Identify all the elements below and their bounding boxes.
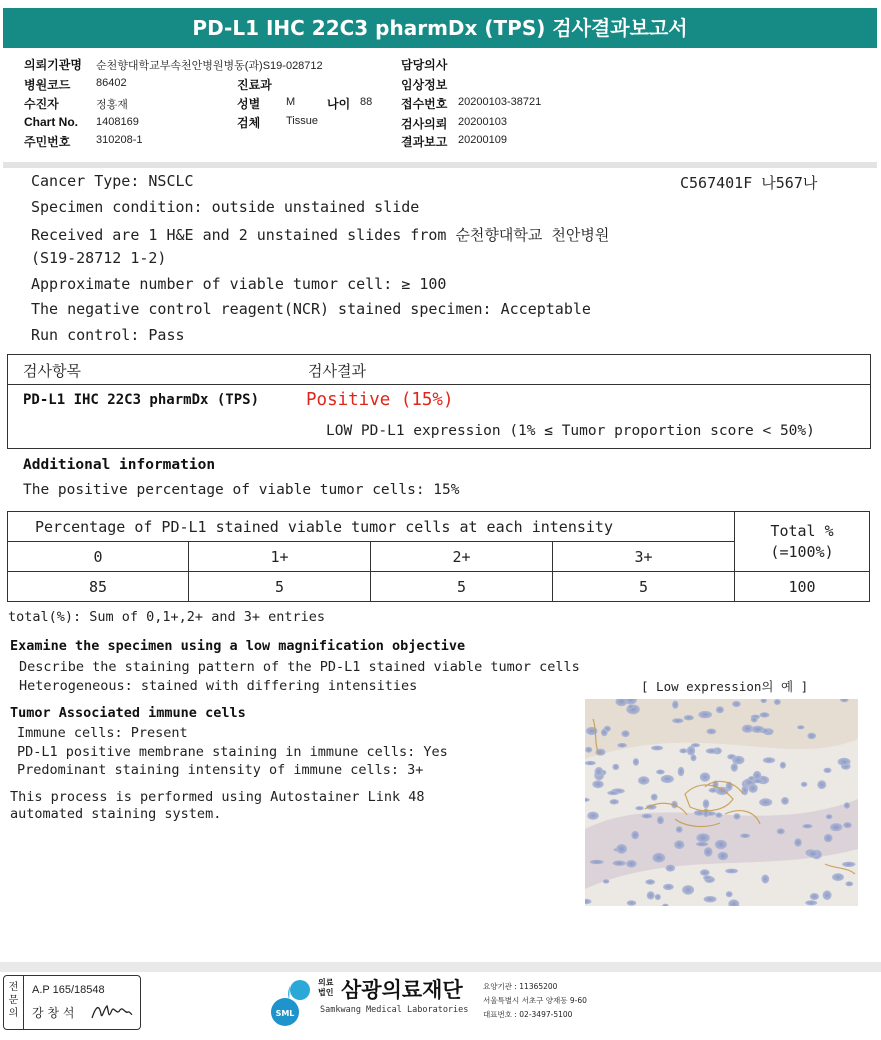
org-phone: 대표번호 : 02-3497-5100 — [483, 1010, 573, 1019]
nucleus — [678, 767, 685, 777]
report-date-label: 결과보고 — [401, 135, 448, 149]
nucleus — [759, 798, 772, 806]
id-value: 310208-1 — [96, 134, 143, 146]
ap-number: A.P 165/18548 — [32, 984, 105, 996]
result-box — [7, 354, 871, 449]
result-value: Positive (15%) — [306, 390, 454, 410]
nucleus — [823, 890, 832, 900]
intensity-total: 100 — [735, 572, 870, 602]
nucleus — [587, 812, 599, 820]
nucleus — [607, 791, 619, 795]
nucleus — [718, 852, 729, 861]
table-note: total(%): Sum of 0,1+,2+ and 3+ entries — [8, 609, 325, 625]
patient-label: 수진자 — [24, 97, 59, 111]
nucleus — [704, 847, 713, 857]
nucleus — [726, 891, 733, 897]
nucleus — [651, 746, 663, 751]
institution-label: 의뢰기관명 — [24, 58, 82, 72]
signature — [90, 1000, 134, 1024]
nucleus — [845, 881, 853, 886]
nucleus — [732, 756, 744, 765]
intensity-table — [7, 511, 870, 602]
stamp-side-label: 전 문 의 — [8, 982, 19, 1019]
nucleus — [748, 784, 758, 793]
nucleus — [635, 806, 644, 810]
sex-value: M — [286, 96, 296, 108]
chart-value: 1408169 — [96, 116, 139, 128]
nucleus — [652, 853, 665, 863]
total-header — [735, 512, 870, 572]
nucleus — [617, 743, 627, 748]
nucleus — [700, 869, 710, 876]
nucleus — [844, 802, 850, 808]
run-control: Run control: Pass — [31, 326, 185, 344]
nucleus — [838, 758, 851, 766]
total-header-line2: (=100%) — [770, 542, 834, 561]
nucleus — [751, 717, 758, 723]
cancer-type: Cancer Type: NSCLC — [31, 172, 194, 190]
age-value: 88 — [360, 96, 373, 108]
nucleus — [595, 767, 604, 777]
nucleus — [732, 701, 741, 707]
legal-entity — [318, 978, 333, 998]
intensity-value-3plus: 5 — [553, 572, 735, 602]
org-address: 서울특별시 서초구 양재동 9-60 — [483, 996, 587, 1005]
intensity-value-1plus: 5 — [189, 572, 371, 602]
nucleus — [663, 884, 674, 890]
intensity-value-2plus: 5 — [371, 572, 553, 602]
footer-divider — [0, 962, 881, 972]
nucleus — [613, 860, 626, 866]
slides-received: Received are 1 H&E and 2 unstained slides from 순천향대학교 천안병원 — [31, 226, 610, 244]
nucleus — [601, 729, 608, 737]
age-label: 나이 — [327, 97, 351, 111]
nucleus — [725, 869, 738, 874]
low-expression-micrograph — [585, 699, 858, 906]
report-date-value: 20200109 — [458, 134, 507, 146]
sml-logo-icon — [268, 976, 318, 1028]
col-test-item: 검사항목 — [23, 362, 81, 380]
nucleus — [802, 824, 812, 828]
nucleus — [696, 833, 710, 842]
immune-line3: Predominant staining intensity of immune cells: 3+ — [17, 762, 424, 778]
nucleus — [626, 860, 637, 868]
examine-line2: Heterogeneous: stained with differing intensities — [19, 678, 418, 694]
sex-label: 성별 — [237, 97, 261, 111]
nucleus — [797, 725, 804, 729]
process-line1: This process is performed using Autostainer Link 48 — [10, 789, 425, 805]
positive-percentage: The positive percentage of viable tumor cells: 15% — [23, 482, 460, 498]
immune-heading: Tumor Associated immune cells — [10, 705, 246, 721]
nucleus — [763, 757, 775, 763]
ncr-result: The negative control reagent(NCR) stained specimen: Acceptable — [31, 300, 591, 318]
nucleus — [633, 758, 639, 766]
nucleus — [733, 813, 740, 819]
process-line2: automated staining system. — [10, 806, 222, 822]
legal-label-1: 의료 — [318, 978, 334, 987]
institution-value: 순천향대학교부속천안병원병동(과)S19-028712 — [96, 60, 323, 72]
header-info — [3, 48, 877, 167]
nucleus — [830, 823, 842, 831]
nucleus — [603, 879, 610, 883]
viable-cells: Approximate number of viable tumor cell: ≥ 100 — [31, 275, 447, 293]
nucleus — [696, 842, 708, 847]
nucleus — [656, 770, 665, 775]
chart-label: Chart No. — [24, 115, 78, 129]
nucleus — [706, 748, 718, 754]
nucleus — [703, 876, 713, 881]
specimen-value: Tissue — [286, 115, 318, 127]
nucleus — [647, 891, 655, 899]
nucleus — [832, 873, 844, 881]
total-header-line1: Total % — [770, 521, 834, 540]
intensity-values-row — [8, 572, 870, 602]
nucleus — [752, 779, 765, 784]
org-name-kr: 삼광의료재단 — [341, 978, 463, 1002]
nucleus — [638, 776, 649, 784]
specimen-label: 검체 — [237, 116, 261, 130]
logo-text: SML — [275, 1009, 295, 1018]
dept-label: 진료과 — [237, 78, 272, 92]
id-label: 주민번호 — [24, 135, 71, 149]
nucleus — [682, 885, 694, 895]
receipt-value: 20200103-38721 — [458, 96, 542, 108]
specimen-code: C567401F 나567나 — [680, 174, 818, 192]
nucleus — [585, 747, 592, 753]
report-title: PD-L1 IHC 22C3 pharmDx (TPS) 검사결과보고서 — [3, 8, 877, 48]
micrograph-svg — [585, 699, 858, 906]
intensity-col-2plus: 2+ — [371, 542, 553, 572]
nucleus — [777, 828, 785, 834]
nucleus — [642, 814, 653, 819]
nucleus — [842, 862, 855, 867]
nucleus — [679, 748, 687, 753]
nucleus — [672, 718, 683, 723]
doctor-name: 강 창 석 — [32, 1006, 75, 1020]
col-test-result: 검사결과 — [308, 362, 366, 380]
stamp-side — [4, 976, 24, 1029]
org-code: 요양기관 : 11365200 — [483, 982, 558, 991]
nucleus — [628, 705, 635, 709]
additional-heading: Additional information — [23, 457, 216, 473]
specimen-condition: Specimen condition: outside unstained slide — [31, 198, 420, 216]
nucleus — [731, 763, 738, 772]
immune-line1: Immune cells: Present — [17, 725, 188, 741]
org-name-en: Samkwang Medical Laboratories — [320, 1005, 469, 1015]
immune-line2: PD-L1 positive membrane staining in immune cells: Yes — [17, 744, 448, 760]
nucleus — [760, 712, 770, 717]
nucleus — [666, 865, 676, 872]
pathologist-stamp — [3, 975, 141, 1030]
nucleus — [715, 812, 722, 817]
nucleus — [612, 764, 619, 770]
nucleus — [672, 701, 678, 709]
nucleus — [661, 775, 674, 783]
intensity-col-0: 0 — [8, 542, 189, 572]
nucleus — [817, 780, 826, 789]
hospital-code-value: 86402 — [96, 77, 127, 89]
nucleus — [807, 733, 816, 740]
nucleus — [709, 788, 718, 793]
nucleus — [684, 715, 694, 720]
nucleus — [645, 879, 655, 884]
intensity-table-header: Percentage of PD-L1 stained viable tumor cells at each intensity — [8, 512, 735, 542]
receipt-label: 접수번호 — [401, 97, 448, 111]
nucleus — [631, 831, 639, 839]
nucleus — [627, 900, 637, 905]
nucleus — [703, 799, 710, 808]
nucleus — [824, 768, 832, 773]
nucleus — [774, 699, 781, 705]
nucleus — [592, 780, 603, 788]
header-divider — [3, 162, 877, 168]
slide-ids: (S19-28712 1-2) — [31, 249, 167, 267]
nucleus — [810, 893, 819, 900]
examine-heading: Examine the specimen using a low magnification objective — [10, 638, 466, 654]
request-value: 20200103 — [458, 116, 507, 128]
patient-value: 정홍재 — [96, 99, 128, 111]
hospital-code-label: 병원코드 — [24, 78, 71, 92]
nucleus — [761, 875, 769, 884]
nucleus — [801, 782, 808, 787]
intensity-col-3plus: 3+ — [553, 542, 735, 572]
nucleus — [715, 840, 727, 849]
nucleus — [826, 814, 833, 819]
nucleus — [781, 797, 789, 805]
nucleus — [824, 834, 833, 842]
nucleus — [585, 761, 596, 765]
legal-label-2: 법인 — [318, 988, 334, 997]
nucleus — [843, 822, 852, 828]
org-contact — [483, 980, 587, 1022]
nucleus — [687, 746, 695, 756]
nucleus — [706, 729, 716, 735]
nucleus — [676, 826, 683, 833]
nucleus — [616, 844, 627, 854]
nucleus — [621, 730, 629, 737]
doctor-label: 담당의사 — [401, 58, 448, 72]
nucleus — [780, 762, 786, 769]
image-caption: [ Low expression의 예 ] — [641, 679, 809, 694]
nucleus — [700, 772, 710, 781]
intensity-col-1plus: 1+ — [189, 542, 371, 572]
nucleus — [651, 794, 658, 801]
nucleus — [655, 894, 661, 900]
nucleus — [740, 834, 750, 839]
nucleus — [703, 808, 709, 817]
nucleus — [590, 860, 604, 865]
nucleus — [698, 711, 712, 718]
clinical-label: 임상정보 — [401, 78, 448, 92]
nucleus — [807, 850, 818, 858]
nucleus — [805, 900, 817, 905]
result-header-row — [8, 355, 870, 385]
examine-line1: Describe the staining pattern of the PD-L1 stained viable tumor cells — [19, 659, 580, 675]
result-interpretation: LOW PD-L1 expression (1% ≤ Tumor proportion score < 50%) — [326, 423, 815, 439]
nucleus — [674, 840, 684, 849]
nucleus — [704, 896, 717, 902]
request-label: 검사의뢰 — [401, 117, 448, 131]
nucleus — [794, 838, 802, 846]
nucleus — [610, 799, 619, 804]
test-name: PD-L1 IHC 22C3 pharmDx (TPS) — [23, 392, 260, 408]
nucleus — [657, 816, 664, 824]
intensity-value-0: 85 — [8, 572, 189, 602]
nucleus — [716, 706, 724, 713]
nucleus — [751, 726, 764, 733]
